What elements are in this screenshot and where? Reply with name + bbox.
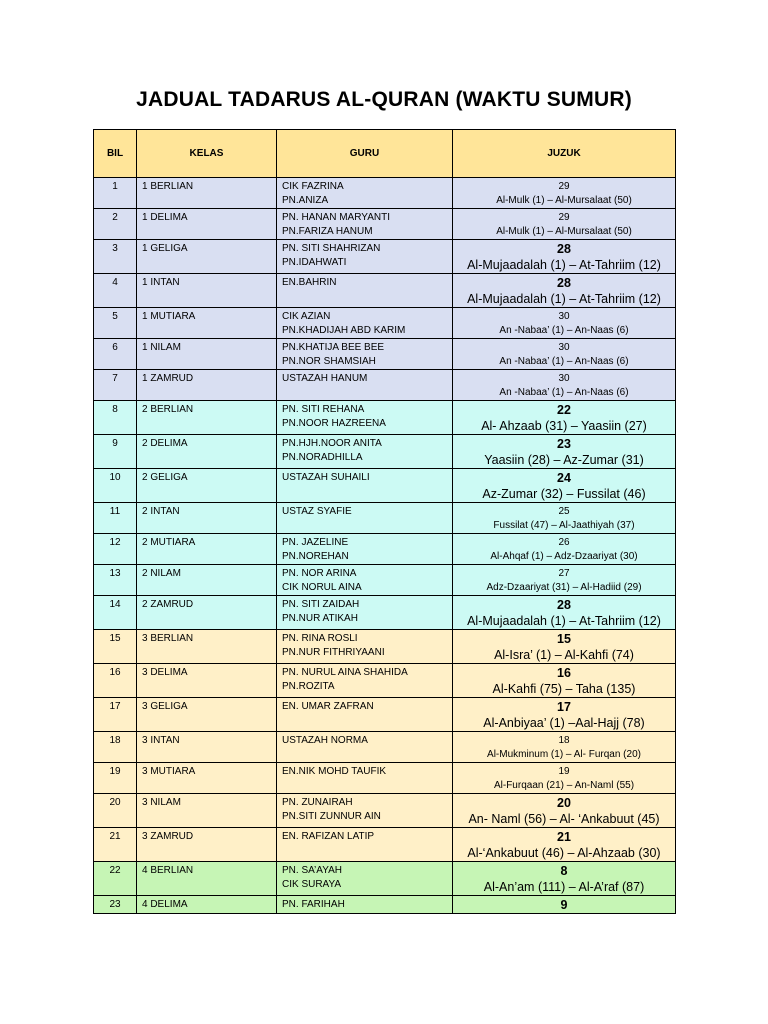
juzuk-number: 29: [558, 212, 570, 223]
guru-name-1: PN. NURUL AINA SHAHIDA: [282, 667, 408, 678]
cell-juzuk: [453, 503, 676, 534]
guru-name-1: PN. RINA ROSLI: [282, 633, 358, 644]
guru-name-1: PN. SITI SHAHRIZAN: [282, 243, 381, 254]
cell-guru: [277, 794, 453, 828]
guru-name-1: CIK AZIAN: [282, 311, 331, 322]
cell-guru: [277, 630, 453, 664]
cell-juzuk: [453, 565, 676, 596]
cell-guru: [277, 596, 453, 630]
kelas-value: 3 INTAN: [142, 735, 180, 746]
cell-juzuk: [453, 178, 676, 209]
table-row: [94, 209, 676, 240]
table-row: [94, 274, 676, 308]
header-bil: BIL: [94, 130, 137, 178]
guru-name-1: PN.HJH.NOOR ANITA: [282, 438, 382, 449]
cell-guru: [277, 370, 453, 401]
cell-guru: [277, 732, 453, 763]
juzuk-number: 21: [557, 830, 571, 844]
cell-kelas: [137, 565, 277, 596]
juzuk-range: Adz-Dzaariyat (31) – Al-Hadiid (29): [486, 582, 642, 593]
juzuk-number: 15: [557, 632, 571, 646]
bil-value: 15: [109, 633, 121, 644]
juzuk-range: Al-Mujaadalah (1) – At-Tahriim (12): [467, 292, 661, 306]
guru-name-1: EN. RAFIZAN LATIP: [282, 831, 375, 842]
table-row: [94, 178, 676, 209]
cell-kelas: [137, 274, 277, 308]
juzuk-number: 22: [557, 403, 571, 417]
juzuk-range: Al-Mujaadalah (1) – At-Tahriim (12): [467, 258, 661, 272]
kelas-value: 4 DELIMA: [142, 899, 188, 910]
juzuk-number: 18: [558, 735, 570, 746]
kelas-value: 3 ZAMRUD: [142, 831, 194, 842]
juzuk-range: Al-Mulk (1) – Al-Mursalaat (50): [496, 195, 632, 206]
table-row: [94, 664, 676, 698]
cell-guru: [277, 240, 453, 274]
cell-juzuk: [453, 534, 676, 565]
juzuk-number: 28: [557, 598, 571, 612]
table-row: [94, 339, 676, 370]
cell-guru: [277, 698, 453, 732]
table-row: [94, 596, 676, 630]
cell-guru: [277, 664, 453, 698]
cell-juzuk: [453, 209, 676, 240]
bil-value: 14: [109, 599, 121, 610]
juzuk-range: Al-‘Ankabuut (46) – Al-Ahzaab (30): [467, 846, 661, 860]
bil-value: 13: [109, 568, 121, 579]
cell-bil: [94, 862, 137, 896]
cell-juzuk: [453, 370, 676, 401]
guru-name-1: PN. NOR ARINA: [282, 568, 357, 579]
juzuk-range: An -Nabaa’ (1) – An-Naas (6): [499, 387, 629, 398]
guru-name-1: PN. SITI ZAIDAH: [282, 599, 360, 610]
bil-value: 2: [112, 212, 118, 223]
juzuk-number: 19: [558, 766, 570, 777]
cell-kelas: [137, 664, 277, 698]
cell-kelas: [137, 732, 277, 763]
guru-name-1: USTAZAH NORMA: [282, 735, 368, 746]
bil-value: 4: [112, 277, 118, 288]
guru-name-1: USTAZAH HANUM: [282, 373, 368, 384]
table-row: [94, 828, 676, 862]
guru-name-2: PN.NORADHILLA: [282, 452, 363, 463]
cell-guru: [277, 435, 453, 469]
kelas-value: 2 DELIMA: [142, 438, 188, 449]
juzuk-range: Al-An’am (111) – Al-A’raf (87): [483, 880, 645, 894]
cell-kelas: [137, 862, 277, 896]
bil-value: 17: [109, 701, 121, 712]
table-row: [94, 401, 676, 435]
cell-juzuk: [453, 469, 676, 503]
cell-juzuk: [453, 401, 676, 435]
guru-name-2: PN.IDAHWATI: [282, 257, 347, 268]
guru-name-2: PN.SITI ZUNNUR AIN: [282, 811, 381, 822]
kelas-value: 2 GELIGA: [142, 472, 188, 483]
table-row: [94, 698, 676, 732]
cell-juzuk: [453, 862, 676, 896]
guru-name-1: CIK FAZRINA: [282, 181, 344, 192]
juzuk-number: 29: [558, 181, 570, 192]
bil-value: 5: [112, 311, 118, 322]
cell-juzuk: [453, 274, 676, 308]
cell-juzuk: [453, 828, 676, 862]
tadarus-table: [93, 129, 676, 914]
cell-kelas: [137, 630, 277, 664]
cell-juzuk: [453, 630, 676, 664]
table-row: [94, 862, 676, 896]
table-row: [94, 896, 676, 914]
kelas-value: 2 INTAN: [142, 506, 180, 517]
guru-name-2: PN.ROZITA: [282, 681, 335, 692]
cell-kelas: [137, 370, 277, 401]
juzuk-number: 23: [557, 437, 571, 451]
cell-kelas: [137, 763, 277, 794]
cell-bil: [94, 596, 137, 630]
juzuk-range: Al-Anbiyaa’ (1) –Aal-Hajj (78): [483, 716, 645, 730]
cell-bil: [94, 339, 137, 370]
guru-name-1: PN. HANAN MARYANTI: [282, 212, 390, 223]
juzuk-range: Fussilat (47) – Al-Jaathiyah (37): [493, 520, 635, 531]
cell-bil: [94, 664, 137, 698]
juzuk-range: Al-Kahfi (75) – Taha (135): [492, 682, 636, 696]
juzuk-number: 28: [557, 276, 571, 290]
cell-bil: [94, 698, 137, 732]
guru-name-2: PN.NUR ATIKAH: [282, 613, 358, 624]
table-row: [94, 794, 676, 828]
cell-guru: [277, 178, 453, 209]
juzuk-number: 8: [560, 864, 568, 878]
cell-bil: [94, 565, 137, 596]
bil-value: 19: [109, 766, 121, 777]
cell-juzuk: [453, 698, 676, 732]
guru-name-1: EN.NIK MOHD TAUFIK: [282, 766, 387, 777]
cell-kelas: [137, 469, 277, 503]
juzuk-number: 27: [558, 568, 570, 579]
guru-name-1: USTAZAH SUHAILI: [282, 472, 370, 483]
cell-bil: [94, 534, 137, 565]
juzuk-number: 30: [558, 373, 570, 384]
juzuk-range: An -Nabaa’ (1) – An-Naas (6): [499, 356, 629, 367]
cell-kelas: [137, 828, 277, 862]
juzuk-number: 25: [558, 506, 570, 517]
header-kelas: KELAS: [137, 130, 277, 178]
kelas-value: 2 MUTIARA: [142, 537, 196, 548]
cell-bil: [94, 503, 137, 534]
cell-guru: [277, 339, 453, 370]
cell-juzuk: [453, 435, 676, 469]
cell-juzuk: [453, 596, 676, 630]
kelas-value: 3 NILAM: [142, 797, 181, 808]
cell-guru: [277, 401, 453, 435]
table-row: [94, 534, 676, 565]
guru-name-1: USTAZ SYAFIE: [282, 506, 352, 517]
table-row: [94, 503, 676, 534]
cell-kelas: [137, 339, 277, 370]
cell-bil: [94, 469, 137, 503]
cell-guru: [277, 469, 453, 503]
cell-bil: [94, 308, 137, 339]
table-row: [94, 630, 676, 664]
cell-guru: [277, 534, 453, 565]
bil-value: 1: [112, 181, 118, 192]
cell-guru: [277, 308, 453, 339]
guru-name-1: PN. SITI REHANA: [282, 404, 365, 415]
cell-kelas: [137, 794, 277, 828]
juzuk-range: Al-Mujaadalah (1) – At-Tahriim (12): [467, 614, 661, 628]
bil-value: 18: [109, 735, 121, 746]
kelas-value: 2 NILAM: [142, 568, 181, 579]
cell-juzuk: [453, 732, 676, 763]
guru-name-2: PN.NOR SHAMSIAH: [282, 356, 376, 367]
cell-guru: [277, 862, 453, 896]
kelas-value: 3 DELIMA: [142, 667, 188, 678]
bil-value: 20: [109, 797, 121, 808]
cell-bil: [94, 178, 137, 209]
guru-name-2: PN.ANIZA: [282, 195, 329, 206]
bil-value: 8: [112, 404, 118, 415]
table-row: [94, 240, 676, 274]
table-row: [94, 732, 676, 763]
juzuk-range: Al-Furqaan (21) – An-Naml (55): [493, 780, 635, 791]
juzuk-range: Al-Mukminum (1) – Al- Furqan (20): [487, 749, 641, 760]
table-body: [94, 178, 676, 914]
juzuk-range: An -Nabaa’ (1) – An-Naas (6): [499, 325, 629, 336]
table-row: [94, 435, 676, 469]
kelas-value: 1 INTAN: [142, 277, 180, 288]
cell-kelas: [137, 435, 277, 469]
table-row: [94, 469, 676, 503]
bil-value: 16: [109, 667, 121, 678]
cell-bil: [94, 763, 137, 794]
kelas-value: 1 MUTIARA: [142, 311, 196, 322]
cell-juzuk: [453, 896, 676, 914]
kelas-value: 3 MUTIARA: [142, 766, 196, 777]
bil-value: 3: [112, 243, 118, 254]
kelas-value: 1 BERLIAN: [142, 181, 194, 192]
kelas-value: 3 BERLIAN: [142, 633, 194, 644]
cell-guru: [277, 503, 453, 534]
kelas-value: 2 BERLIAN: [142, 404, 194, 415]
kelas-value: 1 NILAM: [142, 342, 181, 353]
guru-name-1: EN.BAHRIN: [282, 277, 337, 288]
juzuk-range: An- Naml (56) – Al- ‘Ankabuut (45): [468, 812, 660, 826]
cell-kelas: [137, 240, 277, 274]
juzuk-number: 17: [557, 700, 571, 714]
cell-bil: [94, 435, 137, 469]
page-title: JADUAL TADARUS AL-QURAN (WAKTU SUMUR): [136, 88, 632, 111]
table-row: [94, 763, 676, 794]
bil-value: 7: [112, 373, 118, 384]
guru-name-2: PN.NUR FITHRIYAANI: [282, 647, 385, 658]
kelas-value: 2 ZAMRUD: [142, 599, 194, 610]
juzuk-number: 26: [558, 537, 570, 548]
cell-bil: [94, 401, 137, 435]
cell-kelas: [137, 698, 277, 732]
header-guru: GURU: [277, 130, 453, 178]
juzuk-number: 24: [557, 471, 571, 485]
cell-kelas: [137, 534, 277, 565]
cell-guru: [277, 209, 453, 240]
guru-name-1: PN. ZUNAIRAH: [282, 797, 353, 808]
cell-juzuk: [453, 763, 676, 794]
kelas-value: 4 BERLIAN: [142, 865, 194, 876]
juzuk-range: Al-Ahqaf (1) – Adz-Dzaariyat (30): [490, 551, 638, 562]
cell-bil: [94, 828, 137, 862]
table-row: [94, 565, 676, 596]
cell-kelas: [137, 596, 277, 630]
cell-kelas: [137, 308, 277, 339]
cell-guru: [277, 828, 453, 862]
juzuk-number: 30: [558, 342, 570, 353]
cell-juzuk: [453, 308, 676, 339]
guru-name-1: PN. JAZELINE: [282, 537, 349, 548]
cell-kelas: [137, 896, 277, 914]
kelas-value: 1 ZAMRUD: [142, 373, 194, 384]
juzuk-range: Al-Mulk (1) – Al-Mursalaat (50): [496, 226, 632, 237]
bil-value: 23: [109, 899, 121, 910]
cell-juzuk: [453, 240, 676, 274]
cell-kelas: [137, 209, 277, 240]
guru-name-2: PN.FARIZA HANUM: [282, 226, 373, 237]
bil-value: 10: [109, 472, 121, 483]
guru-name-1: PN. FARIHAH: [282, 899, 345, 910]
cell-juzuk: [453, 664, 676, 698]
table-row: [94, 308, 676, 339]
guru-name-2: PN.NOREHAN: [282, 551, 349, 562]
bil-value: 12: [109, 537, 121, 548]
cell-kelas: [137, 503, 277, 534]
kelas-value: 1 DELIMA: [142, 212, 188, 223]
guru-name-1: PN. SA’AYAH: [282, 865, 343, 876]
cell-guru: [277, 763, 453, 794]
bil-value: 11: [109, 506, 121, 517]
cell-bil: [94, 370, 137, 401]
kelas-value: 3 GELIGA: [142, 701, 188, 712]
bil-value: 21: [109, 831, 121, 842]
juzuk-number: 28: [557, 242, 571, 256]
bil-value: 6: [112, 342, 118, 353]
juzuk-number: 30: [558, 311, 570, 322]
guru-name-1: PN.KHATIJA BEE BEE: [282, 342, 385, 353]
cell-bil: [94, 732, 137, 763]
juzuk-number: 9: [560, 898, 568, 912]
cell-guru: [277, 565, 453, 596]
juzuk-range: Al-Isra’ (1) – Al-Kahfi (74): [494, 648, 634, 662]
table-header-row: [94, 130, 676, 178]
guru-name-1: EN. UMAR ZAFRAN: [282, 701, 374, 712]
cell-juzuk: [453, 339, 676, 370]
cell-bil: [94, 630, 137, 664]
cell-bil: [94, 274, 137, 308]
cell-kelas: [137, 401, 277, 435]
guru-name-2: CIK SURAYA: [282, 879, 342, 890]
cell-bil: [94, 794, 137, 828]
juzuk-range: Az-Zumar (32) – Fussilat (46): [482, 487, 646, 501]
juzuk-number: 20: [557, 796, 571, 810]
cell-bil: [94, 240, 137, 274]
juzuk-range: Yaasiin (28) – Az-Zumar (31): [484, 453, 644, 467]
cell-bil: [94, 896, 137, 914]
cell-kelas: [137, 178, 277, 209]
juzuk-number: 16: [557, 666, 571, 680]
header-juzuk: JUZUK: [453, 130, 676, 178]
guru-name-2: CIK NORUL AINA: [282, 582, 362, 593]
table-row: [94, 370, 676, 401]
cell-juzuk: [453, 794, 676, 828]
cell-guru: [277, 896, 453, 914]
guru-name-2: PN.NOOR HAZREENA: [282, 418, 386, 429]
bil-value: 22: [109, 865, 121, 876]
bil-value: 9: [112, 438, 118, 449]
juzuk-range: Al- Ahzaab (31) – Yaasiin (27): [481, 419, 647, 433]
cell-guru: [277, 274, 453, 308]
cell-bil: [94, 209, 137, 240]
kelas-value: 1 GELIGA: [142, 243, 188, 254]
guru-name-2: PN.KHADIJAH ABD KARIM: [282, 325, 406, 336]
